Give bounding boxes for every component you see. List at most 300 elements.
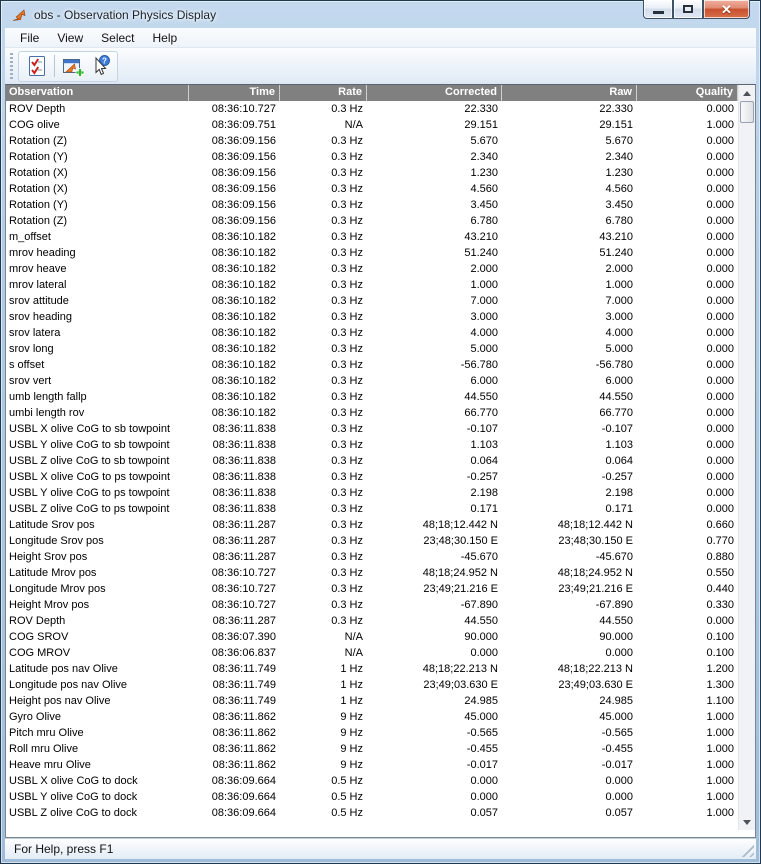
cell-quality: 0.000 [706,135,734,147]
cell-raw: 24.985 [599,695,633,707]
cell-quality: 0.770 [706,535,734,547]
column-header-quality[interactable]: Quality [637,85,738,101]
cell-raw: 1.103 [605,439,633,451]
cell-quality: 1.000 [706,807,734,819]
column-header-observation[interactable]: Observation [6,85,189,101]
cell-time: 08:36:09.664 [211,775,276,787]
cell-corrected: 4.000 [470,327,498,339]
cell-corrected: 0.171 [470,503,498,515]
scrollbar-track[interactable] [739,123,755,814]
maximize-icon [683,5,693,13]
menubar [5,28,756,48]
cell-corrected: 29.151 [464,119,498,131]
cell-raw: 3.000 [605,311,633,323]
cell-observation: srov attitude [9,295,69,307]
cell-corrected: 1.000 [470,279,498,291]
cell-observation: s offset [9,359,45,371]
cell-observation: umb length fallp [9,391,87,403]
column-header-corrected[interactable]: Corrected [367,85,502,101]
cell-time: 08:36:10.182 [211,263,276,275]
help-pointer-icon [88,54,112,78]
cell-raw: 2.198 [605,487,633,499]
cell-observation: srov vert [9,375,52,387]
table-row[interactable] [6,709,738,725]
cell-time: 08:36:10.727 [211,599,276,611]
cell-corrected: 0.064 [470,455,498,467]
table-row[interactable] [6,581,738,597]
table-row[interactable] [6,725,738,741]
cell-observation: Rotation (Z) [9,135,68,147]
cell-observation: Height pos nav Olive [9,695,111,707]
toolbar [5,48,756,84]
cell-raw: 2.340 [605,151,633,163]
cell-quality: 0.100 [706,647,734,659]
menu-item-view[interactable]: View [57,30,84,45]
maximize-button[interactable] [673,0,703,19]
cell-quality: 1.000 [706,711,734,723]
cell-time: 08:36:11.287 [212,535,276,547]
table-row[interactable] [6,501,738,517]
cell-time: 08:36:09.751 [211,119,276,131]
cell-raw: -45.670 [595,551,633,563]
cell-observation: USBL X olive CoG to dock [9,775,138,787]
cell-time: 08:36:10.182 [211,279,276,291]
cell-rate: 0.3 Hz [331,375,363,387]
cell-corrected: 5.670 [470,135,498,147]
cell-quality: 0.000 [706,391,734,403]
cell-time: 08:36:09.664 [211,791,276,803]
cell-quality: 1.000 [706,119,734,131]
menu-item-file[interactable]: File [20,30,40,45]
cell-observation: Rotation (Y) [9,199,68,211]
cell-observation: COG MROV [9,647,71,659]
table-row[interactable] [6,677,738,693]
cell-observation: Rotation (X) [9,183,68,195]
cell-time: 08:36:11.838 [212,487,276,499]
table-row[interactable] [6,165,738,181]
table-row[interactable] [6,485,738,501]
cell-raw: -0.565 [601,727,633,739]
table-row[interactable] [6,613,738,629]
cell-corrected: 1.103 [470,439,498,451]
cell-time: 08:36:11.862 [212,711,276,723]
table-row[interactable] [6,213,738,229]
table-row[interactable] [6,757,738,773]
cell-quality: 0.000 [706,231,734,243]
table-row[interactable] [6,229,738,245]
cell-time: 08:36:11.862 [212,759,276,771]
column-header-time[interactable]: Time [189,85,280,101]
cell-raw: -0.107 [601,423,633,435]
cell-rate: 0.3 Hz [331,583,363,595]
table-row[interactable] [6,549,738,565]
table-row[interactable] [6,805,738,821]
cell-observation: mrov heading [9,247,76,259]
cell-rate: 0.3 Hz [331,535,363,547]
table-row[interactable] [6,453,738,469]
cell-quality: 0.000 [706,471,734,483]
table-row[interactable] [6,373,738,389]
cell-corrected: -0.455 [466,743,498,755]
table-row[interactable] [6,405,738,421]
cell-quality: 0.000 [706,311,734,323]
menu-item-select[interactable]: Select [101,30,135,45]
cell-quality: 0.000 [706,215,734,227]
cell-time: 08:36:11.838 [212,423,276,435]
close-button[interactable] [703,0,750,19]
new-display-window-button[interactable] [59,53,86,79]
cell-time: 08:36:10.182 [211,231,276,243]
cell-raw: 3.450 [605,199,633,211]
cell-observation: USBL X olive CoG to ps towpoint [9,471,171,483]
cell-quality: 0.000 [706,167,734,179]
cell-time: 08:36:07.390 [211,631,276,643]
cell-quality: 1.000 [706,743,734,755]
cell-corrected: -67.890 [460,599,498,611]
cell-quality: 0.000 [706,407,734,419]
cell-quality: 0.000 [706,327,734,339]
cell-corrected: 0.057 [470,807,498,819]
cell-raw: 6.000 [605,375,633,387]
cell-rate: 0.3 Hz [331,311,363,323]
cell-corrected: 44.550 [464,391,498,403]
cell-corrected: 1.230 [470,167,498,179]
cell-rate: 0.3 Hz [331,439,363,451]
table-row[interactable] [6,437,738,453]
cell-observation: srov heading [9,311,72,323]
cell-raw: 5.670 [605,135,633,147]
cell-rate: 0.3 Hz [331,487,363,499]
cell-observation: Heave mru Olive [9,759,91,771]
cell-raw: 44.550 [599,391,633,403]
cell-time: 08:36:06.837 [211,647,276,659]
table-header-row [6,85,738,101]
cell-observation: Gyro Olive [9,711,61,723]
cell-quality: 1.200 [706,663,734,675]
table-row[interactable] [6,597,738,613]
cell-raw: 43.210 [599,231,633,243]
vertical-scrollbar[interactable] [738,85,755,830]
cell-rate: 0.3 Hz [331,391,363,403]
cell-quality: 0.000 [706,151,734,163]
cell-rate: 0.3 Hz [331,151,363,163]
toolbar-gripper[interactable] [10,53,13,79]
cell-quality: 0.330 [706,599,734,611]
cell-quality: 0.880 [706,551,734,563]
table-row[interactable] [6,309,738,325]
table-row[interactable] [6,661,738,677]
table-row[interactable] [6,133,738,149]
cell-corrected: -0.257 [466,471,498,483]
cell-rate: 0.3 Hz [331,215,363,227]
cell-raw: 0.064 [605,455,633,467]
arrow-down-icon [743,820,751,825]
cell-raw: 2.000 [605,263,633,275]
cell-raw: 4.560 [605,183,633,195]
cell-corrected: 90.000 [464,631,498,643]
cell-quality: 0.000 [706,295,734,307]
cell-rate: N/A [344,631,363,643]
cell-rate: 0.3 Hz [331,327,363,339]
cell-quality: 0.000 [706,423,734,435]
cell-rate: 0.3 Hz [331,183,363,195]
observation-list-view [5,84,756,838]
cell-quality: 0.000 [706,455,734,467]
cell-quality: 1.000 [706,727,734,739]
titlebar[interactable] [5,1,756,28]
cell-raw: 23;48;30.150 E [558,535,633,547]
scroll-up-button[interactable] [739,85,755,101]
cell-rate: 0.3 Hz [331,279,363,291]
cell-corrected: 43.210 [464,231,498,243]
cell-raw: 0.057 [605,807,633,819]
cell-rate: 1 Hz [340,695,363,707]
cell-raw: 51.240 [599,247,633,259]
cell-time: 08:36:11.862 [212,727,276,739]
cell-observation: COG olive [9,119,60,131]
table-row[interactable] [6,293,738,309]
cell-raw: 48;18;22.213 N [557,663,633,675]
cell-rate: 0.3 Hz [331,343,363,355]
cell-observation: USBL Z olive CoG to sb towpoint [9,455,170,467]
table-row[interactable] [6,741,738,757]
cell-time: 08:36:09.156 [211,183,276,195]
cell-corrected: 24.985 [464,695,498,707]
cell-corrected: 48;18;22.213 N [422,663,498,675]
cell-quality: 0.000 [706,199,734,211]
scrollbar-thumb[interactable] [740,101,754,123]
menu-item-help[interactable]: Help [152,30,178,45]
table-row[interactable] [6,693,738,709]
cell-rate: 0.3 Hz [331,455,363,467]
cell-quality: 1.300 [706,679,734,691]
cell-quality: 0.000 [706,487,734,499]
cell-raw: 1.230 [605,167,633,179]
table [6,85,755,830]
cell-time: 08:36:10.727 [211,567,276,579]
cell-observation: Rotation (Z) [9,215,68,227]
cell-corrected: 44.550 [464,615,498,627]
cell-observation: ROV Depth [9,615,66,627]
cell-corrected: 45.000 [464,711,498,723]
cell-time: 08:36:11.287 [212,551,276,563]
cell-rate: 0.3 Hz [331,135,363,147]
cell-quality: 0.000 [706,263,734,275]
context-help-button[interactable] [86,53,113,79]
cell-raw: 1.000 [605,279,633,291]
cell-observation: Pitch mru Olive [9,727,84,739]
cell-quality: 0.000 [706,279,734,291]
cell-time: 08:36:11.749 [212,663,276,675]
cell-rate: 0.5 Hz [331,791,363,803]
close-icon: ✕ [721,1,732,17]
table-row[interactable] [6,773,738,789]
cell-rate: 0.3 Hz [331,615,363,627]
table-row[interactable] [6,517,738,533]
cell-rate: 0.3 Hz [331,167,363,179]
cell-rate: N/A [344,119,363,131]
cell-rate: N/A [344,647,363,659]
scroll-down-button[interactable] [739,814,755,830]
cell-raw: -0.257 [601,471,633,483]
cell-raw: 66.770 [599,407,633,419]
cell-corrected: 22.330 [464,103,498,115]
cell-corrected: -56.780 [460,359,498,371]
cell-raw: 45.000 [599,711,633,723]
cell-raw: 23;49;21.216 E [558,583,633,595]
cell-raw: 0.000 [605,647,633,659]
cell-corrected: 0.000 [470,791,498,803]
resize-grip[interactable] [741,844,754,857]
cell-quality: 0.660 [706,519,734,531]
cell-rate: 0.5 Hz [331,807,363,819]
table-row[interactable] [6,261,738,277]
cell-observation: USBL X olive CoG to sb towpoint [9,423,171,435]
cell-raw: 90.000 [599,631,633,643]
table-row[interactable] [6,245,738,261]
cell-rate: 9 Hz [340,743,363,755]
cell-time: 08:36:10.727 [211,583,276,595]
minimize-icon [653,11,664,14]
cell-observation: Latitude pos nav Olive [9,663,118,675]
cell-corrected: 0.000 [470,647,498,659]
cell-observation: umbi length rov [9,407,85,419]
cell-observation: USBL Z olive CoG to dock [9,807,137,819]
cell-raw: 6.780 [605,215,633,227]
cell-rate: 0.3 Hz [331,295,363,307]
cell-time: 08:36:11.749 [212,695,276,707]
cell-observation: Longitude pos nav Olive [9,679,128,691]
cell-time: 08:36:11.862 [212,743,276,755]
table-row[interactable] [6,149,738,165]
table-row[interactable] [6,325,738,341]
cell-corrected: 4.560 [470,183,498,195]
cell-rate: 1 Hz [340,663,363,675]
table-row[interactable] [6,101,738,117]
cell-raw: -67.890 [595,599,633,611]
cell-quality: 0.000 [706,503,734,515]
table-row[interactable] [6,277,738,293]
minimize-button[interactable] [643,0,673,19]
cell-corrected: 2.198 [470,487,498,499]
cell-rate: 0.3 Hz [331,503,363,515]
cell-raw: 29.151 [599,119,633,131]
cell-rate: 0.3 Hz [331,359,363,371]
table-row[interactable] [6,117,738,133]
cell-rate: 1 Hz [340,679,363,691]
cell-rate: 0.3 Hz [331,407,363,419]
table-row[interactable] [6,181,738,197]
svg-text:?: ? [101,56,107,66]
checklist-icon [25,54,49,78]
cell-rate: 0.3 Hz [331,519,363,531]
table-row[interactable] [6,197,738,213]
cell-time: 08:36:10.182 [211,359,276,371]
statusbar [5,838,756,859]
cell-observation: srov latera [9,327,61,339]
cell-observation: Longitude Srov pos [9,535,104,547]
cell-quality: 0.000 [706,439,734,451]
cell-corrected: -45.670 [460,551,498,563]
cell-raw: 48;18;12.442 N [557,519,633,531]
cell-corrected: -0.565 [466,727,498,739]
cell-quality: 1.000 [706,791,734,803]
cell-corrected: -0.107 [466,423,498,435]
cell-raw: 7.000 [605,295,633,307]
table-row[interactable] [6,789,738,805]
cell-quality: 0.440 [706,583,734,595]
cell-observation: mrov lateral [9,279,67,291]
cell-observation: USBL Y olive CoG to sb towpoint [9,439,170,451]
cell-corrected: 23;49;21.216 E [423,583,498,595]
cell-time: 08:36:09.156 [211,167,276,179]
cell-rate: 9 Hz [340,711,363,723]
table-row[interactable] [6,341,738,357]
cell-time: 08:36:10.182 [211,391,276,403]
cell-time: 08:36:11.749 [212,679,276,691]
toolbar-separator [54,55,55,77]
cell-rate: 0.5 Hz [331,775,363,787]
app-icon [11,7,27,23]
cell-rate: 0.3 Hz [331,471,363,483]
cell-time: 08:36:09.156 [211,151,276,163]
table-row[interactable] [6,645,738,661]
cell-observation: Height Srov pos [9,551,88,563]
cell-time: 08:36:11.838 [212,455,276,467]
table-row[interactable] [6,421,738,437]
cell-time: 08:36:11.287 [212,519,276,531]
cell-rate: 0.3 Hz [331,599,363,611]
cell-corrected: 2.340 [470,151,498,163]
cell-corrected: 5.000 [470,343,498,355]
cell-corrected: 23;48;30.150 E [423,535,498,547]
cell-corrected: 48;18;24.952 N [422,567,498,579]
new-window-icon [61,54,85,78]
cell-observation: ROV Depth [9,103,66,115]
cell-raw: 48;18;24.952 N [557,567,633,579]
observation-checklist-button[interactable] [23,53,50,79]
cell-rate: 0.3 Hz [331,199,363,211]
column-header-rate[interactable]: Rate [280,85,367,101]
cell-rate: 0.3 Hz [331,247,363,259]
cell-corrected: 7.000 [470,295,498,307]
table-row[interactable] [6,389,738,405]
cell-observation: Height Mrov pos [9,599,90,611]
cell-quality: 0.000 [706,615,734,627]
cell-quality: 0.000 [706,343,734,355]
table-row[interactable] [6,469,738,485]
table-row[interactable] [6,565,738,581]
table-row[interactable] [6,629,738,645]
cell-time: 08:36:09.156 [211,135,276,147]
cell-corrected: 2.000 [470,263,498,275]
cell-observation: Longitude Mrov pos [9,583,106,595]
cell-observation: Rotation (X) [9,167,68,179]
cell-corrected: 6.000 [470,375,498,387]
window-controls [643,0,750,19]
column-header-raw[interactable]: Raw [502,85,637,101]
cell-observation: mrov heave [9,263,67,275]
table-row[interactable] [6,533,738,549]
cell-corrected: 23;49;03.630 E [423,679,498,691]
cell-time: 08:36:09.156 [211,215,276,227]
cell-observation: COG SROV [9,631,69,643]
cell-observation: Roll mru Olive [9,743,79,755]
cell-raw: 0.171 [605,503,633,515]
cell-raw: 44.550 [599,615,633,627]
cell-corrected: -0.017 [466,759,498,771]
table-row[interactable] [6,357,738,373]
